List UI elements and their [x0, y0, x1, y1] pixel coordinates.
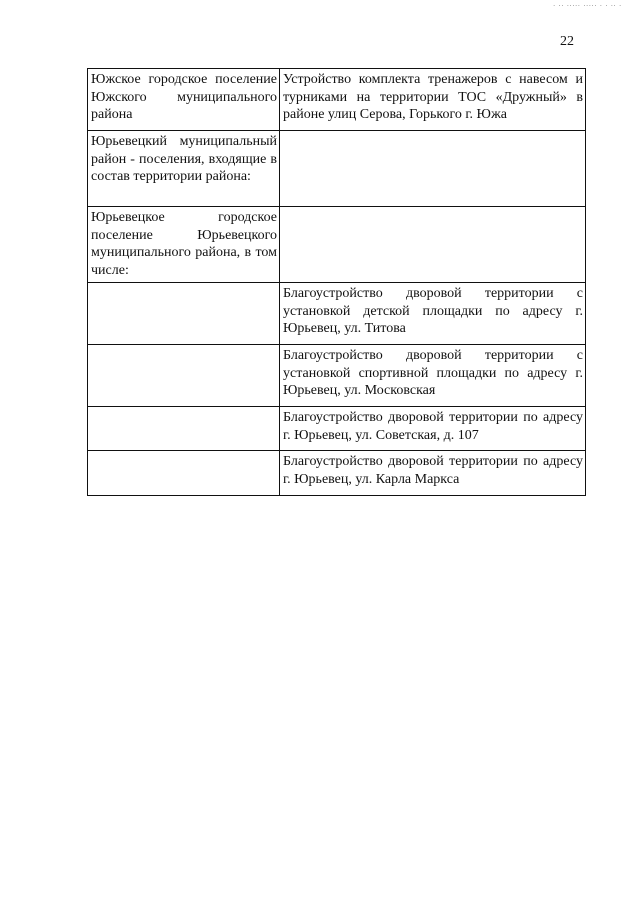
table-row	[88, 283, 586, 345]
municipality-cell: Юрьевецкое городское поселение Юрьевецкого муниципального района, в том числе:	[88, 207, 280, 283]
table-row	[88, 345, 586, 407]
table-row	[88, 207, 586, 283]
project-cell: Устройство комплекта тренажеров с навесом и турниками на территории ТОС «Дружный» в районе улиц Серова, Горького г. Южа	[280, 69, 586, 131]
municipality-cell	[88, 345, 280, 407]
table-row	[88, 407, 586, 451]
project-cell	[280, 131, 586, 207]
municipality-cell	[88, 407, 280, 451]
municipality-cell: Южское городское поселение Южского муниципального района	[88, 69, 280, 131]
table-row	[88, 69, 586, 131]
project-cell: Благоустройство дворовой территории по адресу г. Юрьевец, ул. Карла Маркса	[280, 451, 586, 496]
municipality-cell	[88, 283, 280, 345]
projects-table	[87, 68, 586, 496]
scan-artifact-mark: . .. ..... ..... . . .. .	[553, 0, 622, 8]
page-number: 22	[560, 34, 574, 49]
municipality-cell: Юрьевецкий муниципальный район - поселения, входящие в состав территории района:	[88, 131, 280, 207]
table-row	[88, 451, 586, 496]
project-cell	[280, 207, 586, 283]
municipality-cell	[88, 451, 280, 496]
table-row	[88, 131, 586, 207]
project-cell: Благоустройство дворовой территории с установкой детской площадки по адресу г. Юрьевец, ул. Титова	[280, 283, 586, 345]
project-cell: Благоустройство дворовой территории по адресу г. Юрьевец, ул. Советская, д. 107	[280, 407, 586, 451]
project-cell: Благоустройство дворовой территории с установкой спортивной площадки по адресу г. Юрьевец, ул. Московская	[280, 345, 586, 407]
